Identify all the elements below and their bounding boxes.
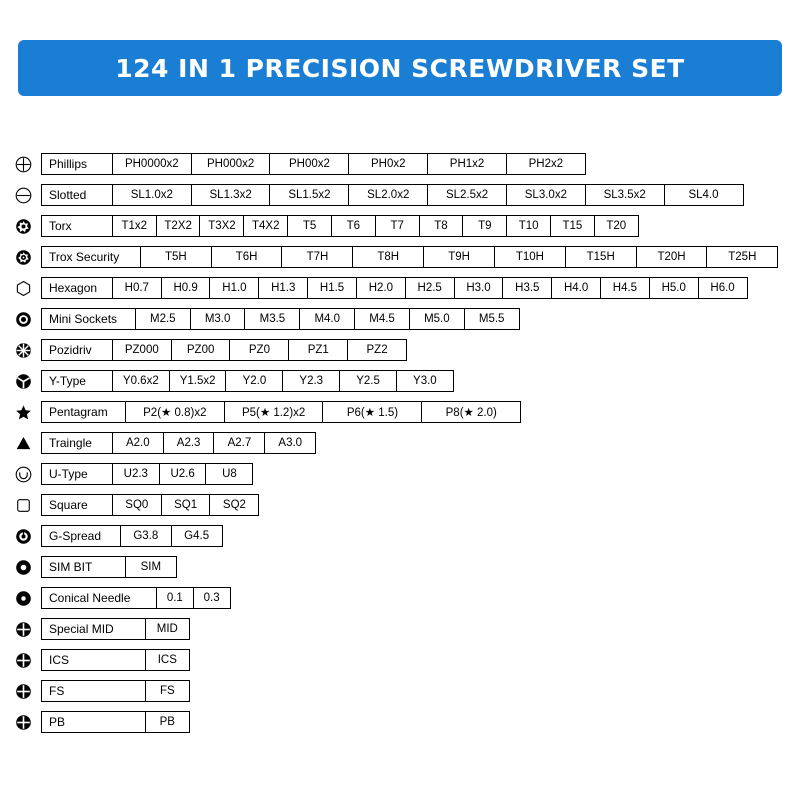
bit-type-row bbox=[14, 338, 786, 362]
bit-size-cell: P8(★ 2.0) bbox=[421, 401, 521, 423]
bit-size-cell: ICS bbox=[145, 649, 190, 671]
bit-size-cell: A2.0 bbox=[112, 432, 164, 454]
bit-size-cell: H3.5 bbox=[502, 277, 552, 299]
bit-size-cells bbox=[41, 494, 258, 516]
bit-size-cell: PH0x2 bbox=[348, 153, 428, 175]
bit-size-cell: T5 bbox=[287, 215, 332, 237]
bit-size-cells bbox=[41, 587, 229, 609]
bit-size-cell: T15 bbox=[550, 215, 595, 237]
bit-size-cell: M3.5 bbox=[244, 308, 300, 330]
bit-size-cell: SL2.5x2 bbox=[427, 184, 507, 206]
bit-size-cell: T10H bbox=[494, 246, 566, 268]
bit-type-label: Conical Needle bbox=[41, 587, 157, 609]
sim-bit-icon bbox=[14, 559, 41, 576]
bit-size-cell: T2X2 bbox=[156, 215, 201, 237]
pb-icon bbox=[14, 714, 41, 731]
bit-size-cell: T25H bbox=[706, 246, 778, 268]
bit-type-label: SIM BIT bbox=[41, 556, 126, 578]
torx-security-icon bbox=[14, 249, 41, 266]
bit-size-cell: PH1x2 bbox=[427, 153, 507, 175]
bit-size-cell: H1.3 bbox=[258, 277, 308, 299]
bit-size-cell: U2.6 bbox=[159, 463, 207, 485]
bit-type-label: Pentagram bbox=[41, 401, 126, 423]
bit-size-cells bbox=[41, 556, 176, 578]
bit-size-cell: H1.0 bbox=[209, 277, 259, 299]
bit-size-cell: T4X2 bbox=[243, 215, 288, 237]
mini-socket-icon bbox=[14, 311, 41, 328]
bit-size-cell: SQ0 bbox=[112, 494, 162, 516]
bit-size-cell: FS bbox=[145, 680, 190, 702]
bit-type-row bbox=[14, 493, 786, 517]
bit-type-row bbox=[14, 276, 786, 300]
bit-size-cells bbox=[41, 215, 638, 237]
bit-type-label: Y-Type bbox=[41, 370, 113, 392]
bit-type-label: Slotted bbox=[41, 184, 113, 206]
bit-size-cell: Y2.5 bbox=[339, 370, 397, 392]
bit-size-cell: PB bbox=[145, 711, 190, 733]
u-type-icon bbox=[14, 466, 41, 483]
header-banner bbox=[18, 40, 782, 96]
bit-size-cell: T20H bbox=[636, 246, 708, 268]
bit-type-label: Phillips bbox=[41, 153, 113, 175]
bit-size-cell: H2.5 bbox=[405, 277, 455, 299]
bit-type-row bbox=[14, 710, 786, 734]
bit-type-label: Square bbox=[41, 494, 113, 516]
bit-size-cell: U8 bbox=[205, 463, 253, 485]
bit-size-cell: H4.0 bbox=[551, 277, 601, 299]
bit-size-cells bbox=[41, 339, 406, 361]
bit-type-label: ICS bbox=[41, 649, 146, 671]
bit-type-label: Torx bbox=[41, 215, 113, 237]
bit-size-cell: SL3.0x2 bbox=[506, 184, 586, 206]
bit-type-row bbox=[14, 462, 786, 486]
bit-type-row bbox=[14, 586, 786, 610]
bit-size-cell: T6H bbox=[211, 246, 283, 268]
bit-size-cell: H0.9 bbox=[161, 277, 211, 299]
bit-type-row bbox=[14, 679, 786, 703]
bit-size-cell: T5H bbox=[140, 246, 212, 268]
bit-size-cell: T9 bbox=[462, 215, 507, 237]
bit-size-cell: PZ00 bbox=[171, 339, 231, 361]
bit-size-cell: A2.3 bbox=[163, 432, 215, 454]
bit-size-cells bbox=[41, 370, 453, 392]
bit-size-cell: Y2.3 bbox=[282, 370, 340, 392]
bit-size-cell: PZ2 bbox=[347, 339, 407, 361]
bit-type-row bbox=[14, 307, 786, 331]
y-type-icon bbox=[14, 373, 41, 390]
pozidriv-icon bbox=[14, 342, 41, 359]
bit-size-cell: Y1.5x2 bbox=[169, 370, 227, 392]
bit-type-row bbox=[14, 524, 786, 548]
bit-size-cell: M5.0 bbox=[409, 308, 465, 330]
bit-size-cell: P6(★ 1.5) bbox=[322, 401, 422, 423]
bit-size-cell: 0.1 bbox=[156, 587, 194, 609]
bit-type-row bbox=[14, 400, 786, 424]
bit-size-cells bbox=[41, 401, 520, 423]
bit-size-cell: P5(★ 1.2)x2 bbox=[224, 401, 324, 423]
bit-size-cell: H3.0 bbox=[454, 277, 504, 299]
bit-type-label: Mini Sockets bbox=[41, 308, 136, 330]
bit-size-cells bbox=[41, 246, 777, 268]
bit-size-cell: T7 bbox=[375, 215, 420, 237]
bit-size-cell: T7H bbox=[281, 246, 353, 268]
bit-size-cells bbox=[41, 184, 742, 206]
bit-size-cell: H0.7 bbox=[112, 277, 162, 299]
bit-type-label: G-Spread bbox=[41, 525, 121, 547]
bit-type-row bbox=[14, 369, 786, 393]
bit-size-cell: M3.0 bbox=[190, 308, 246, 330]
bit-type-row bbox=[14, 152, 786, 176]
bit-size-cell: PZ1 bbox=[288, 339, 348, 361]
bit-size-cell: T20 bbox=[594, 215, 639, 237]
bit-type-label: Hexagon bbox=[41, 277, 113, 299]
bit-size-cell: U2.3 bbox=[112, 463, 160, 485]
bit-size-cell: T10 bbox=[506, 215, 551, 237]
bit-size-cell: 0.3 bbox=[193, 587, 231, 609]
bit-size-cell: Y2.0 bbox=[225, 370, 283, 392]
bit-size-cell: PH00x2 bbox=[269, 153, 349, 175]
bit-size-cell: PZ000 bbox=[112, 339, 172, 361]
bit-size-cell: SL1.3x2 bbox=[191, 184, 271, 206]
bit-type-row bbox=[14, 183, 786, 207]
bit-type-row bbox=[14, 617, 786, 641]
bit-type-row bbox=[14, 214, 786, 238]
bit-size-cell: T3X2 bbox=[199, 215, 244, 237]
bit-size-cell: H5.0 bbox=[649, 277, 699, 299]
torx-star-icon bbox=[14, 218, 41, 235]
bit-type-label: PB bbox=[41, 711, 146, 733]
bit-type-row bbox=[14, 431, 786, 455]
bit-size-cell: PH0000x2 bbox=[112, 153, 192, 175]
bit-size-cell: Y3.0 bbox=[396, 370, 454, 392]
bit-size-cell: H4.5 bbox=[600, 277, 650, 299]
bit-type-label: FS bbox=[41, 680, 146, 702]
bit-type-label: U-Type bbox=[41, 463, 113, 485]
bit-size-cell: M5.5 bbox=[464, 308, 520, 330]
bit-size-cell: PH000x2 bbox=[191, 153, 271, 175]
pentagram-icon bbox=[14, 404, 41, 421]
bit-size-cell: T8H bbox=[352, 246, 424, 268]
bit-size-cells bbox=[41, 711, 189, 733]
bit-type-rows bbox=[14, 152, 786, 741]
bit-size-cell: MID bbox=[145, 618, 190, 640]
bit-size-cell: G4.5 bbox=[171, 525, 223, 547]
bit-size-cells bbox=[41, 618, 189, 640]
bit-size-cell: H6.0 bbox=[698, 277, 748, 299]
ics-icon bbox=[14, 652, 41, 669]
bit-size-cells bbox=[41, 680, 189, 702]
bit-size-cell: SL3.5x2 bbox=[585, 184, 665, 206]
bit-size-cell: H2.0 bbox=[356, 277, 406, 299]
bit-size-cells bbox=[41, 525, 221, 547]
square-icon bbox=[14, 497, 41, 514]
bit-type-row bbox=[14, 245, 786, 269]
triangle-icon bbox=[14, 435, 41, 452]
bit-size-cells bbox=[41, 649, 189, 671]
bit-size-cell: A3.0 bbox=[264, 432, 316, 454]
bit-size-cells bbox=[41, 308, 519, 330]
g-spread-icon bbox=[14, 528, 41, 545]
conical-needle-icon bbox=[14, 590, 41, 607]
bit-size-cells bbox=[41, 153, 585, 175]
bit-size-cell: T8 bbox=[419, 215, 464, 237]
bit-size-cell: G3.8 bbox=[120, 525, 172, 547]
bit-size-cell: PH2x2 bbox=[506, 153, 586, 175]
bit-size-cell: P2(★ 0.8)x2 bbox=[125, 401, 225, 423]
bit-size-cell: T1x2 bbox=[112, 215, 157, 237]
bit-size-cell: A2.7 bbox=[213, 432, 265, 454]
bit-type-row bbox=[14, 648, 786, 672]
bit-size-cells bbox=[41, 432, 315, 454]
bit-size-cell: T15H bbox=[565, 246, 637, 268]
page-title: 124 IN 1 PRECISION SCREWDRIVER SET bbox=[115, 53, 685, 83]
bit-size-cell: M4.5 bbox=[354, 308, 410, 330]
bit-size-cell: T6 bbox=[331, 215, 376, 237]
bit-type-row bbox=[14, 555, 786, 579]
bit-size-cells bbox=[41, 277, 746, 299]
bit-size-cell: SQ2 bbox=[209, 494, 259, 516]
bit-size-cell: SL1.0x2 bbox=[112, 184, 192, 206]
bit-type-label: Special MID bbox=[41, 618, 146, 640]
bit-size-cell: SL4.0 bbox=[664, 184, 744, 206]
bit-type-label: Pozidriv bbox=[41, 339, 113, 361]
bit-size-cell: SL2.0x2 bbox=[348, 184, 428, 206]
bit-size-cell: M2.5 bbox=[135, 308, 191, 330]
bit-size-cell: SIM bbox=[125, 556, 177, 578]
bit-size-cell: H1.5 bbox=[307, 277, 357, 299]
bit-size-cell: SL1.5x2 bbox=[269, 184, 349, 206]
bit-size-cell: Y0.6x2 bbox=[112, 370, 170, 392]
phillips-cross-icon bbox=[14, 156, 41, 173]
hexagon-icon bbox=[14, 280, 41, 297]
bit-size-cell: SQ1 bbox=[161, 494, 211, 516]
bit-size-cell: M4.0 bbox=[299, 308, 355, 330]
bit-type-label: Traingle bbox=[41, 432, 113, 454]
slotted-flat-icon bbox=[14, 187, 41, 204]
bit-size-cell: PZ0 bbox=[229, 339, 289, 361]
bit-size-cell: T9H bbox=[423, 246, 495, 268]
special-mid-icon bbox=[14, 621, 41, 638]
bit-size-cells bbox=[41, 463, 252, 485]
bit-type-label: Trox Security bbox=[41, 246, 141, 268]
fs-icon bbox=[14, 683, 41, 700]
